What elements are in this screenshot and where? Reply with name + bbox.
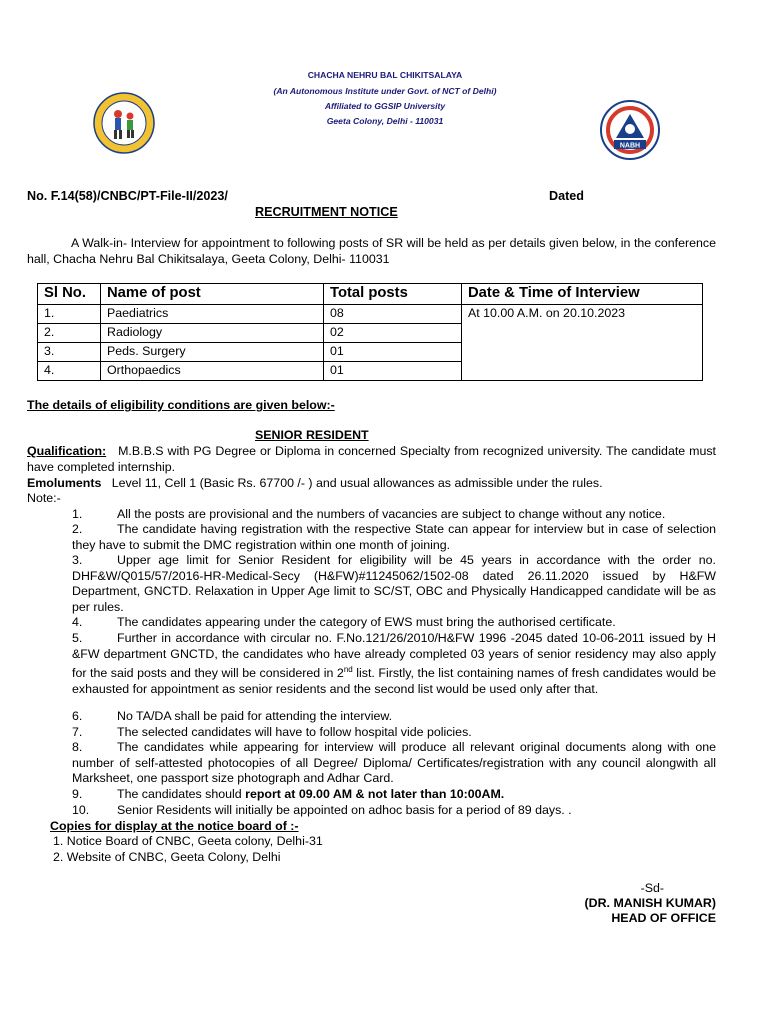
table-cell-sl: 4. [38, 362, 101, 381]
note-number: 8. [72, 740, 83, 754]
signature-name: (DR. MANISH KUMAR) [584, 896, 716, 910]
note-text-a: Further in accordance with circular no. F.No.121/26/2010/H&FW 1996 -2045 dated 10-06-2011 issued by H &FW department GNCTD, the candidates who have already completed 03 years of senior residency may also apply for the said posts and they will be considered in 2 [72, 631, 716, 681]
note-number: 3. [72, 553, 83, 567]
note-number: 10. [72, 803, 90, 817]
copies-item-1: 1. Notice Board of CNBC, Geeta colony, Delhi-31 [53, 834, 323, 848]
qualification-paragraph [27, 444, 716, 475]
note-number: 9. [72, 787, 83, 801]
table-header-post: Name of post [101, 284, 324, 305]
nabh-logo-text: NABH [619, 142, 641, 150]
note-item-9 [72, 787, 716, 803]
note-item-3 [72, 553, 716, 615]
note-number: 6. [72, 709, 83, 723]
note-number: 4. [72, 615, 83, 629]
note-item-2 [72, 522, 716, 553]
note-label: Note:- [27, 491, 61, 505]
note-text: The selected candidates will have to follow hospital vide policies. [117, 725, 472, 739]
table-cell-post: Radiology [101, 324, 324, 343]
org-name: CHACHA NEHRU BAL CHIKITSALAYA [307, 70, 463, 80]
note-item-5 [72, 631, 716, 698]
note-text-bold: report at 09.00 AM & not later than 10:00AM. [245, 787, 505, 801]
table-header-row [38, 284, 703, 305]
table-cell-post: Peds. Surgery [101, 343, 324, 362]
table-cell-sl: 1. [38, 305, 101, 324]
emoluments-text: Level 11, Cell 1 (Basic Rs. 67700 /- ) and usual allowances as admissible under the rules. [111, 476, 603, 490]
note-text-b: list. Firstly, the list containing names of fresh candidates would be exhausted for appointment as senior residents and the second list would be used only after that. [72, 666, 716, 696]
note-item-10 [72, 803, 716, 819]
emoluments-paragraph [27, 476, 716, 492]
table-cell-post: Orthopaedics [101, 362, 324, 381]
table-header-interview: Date & Time of Interview [462, 284, 703, 305]
note-text-a: The candidates should [117, 787, 246, 801]
note-number: 1. [72, 507, 83, 521]
emoluments-label: Emoluments [27, 476, 102, 490]
nabh-logo [600, 100, 660, 160]
table-row [38, 305, 703, 324]
qualification-text: M.B.B.S with PG Degree or Diploma in concerned Specialty from recognized university. The candidate must have completed internship. [27, 444, 717, 474]
note-item-4 [72, 615, 716, 631]
note-number: 5. [72, 631, 83, 645]
table-header-total: Total posts [324, 284, 462, 305]
signature-designation: HEAD OF OFFICE [611, 911, 716, 925]
table-cell-interview: At 10.00 A.M. on 20.10.2023 [462, 305, 703, 381]
table-cell-sl: 3. [38, 343, 101, 362]
note-superscript: nd [343, 665, 353, 675]
note-item-8 [72, 740, 716, 787]
note-text: The candidates while appearing for interview will produce all relevant original documents along with one number of self-attested photocopies of all Degree/ Diploma/ Certificates/registration with any council alongwith all Marksheet, one passport size photograph and Adhar Card. [72, 740, 716, 786]
qualification-label: Qualification: [27, 444, 107, 458]
table-cell-post: Paediatrics [101, 305, 324, 324]
note-text: All the posts are provisional and the numbers of vacancies are subject to change without any notice. [117, 507, 666, 521]
table-cell-total: 02 [324, 324, 462, 343]
note-text: No TA/DA shall be paid for attending the interview. [117, 709, 393, 723]
org-subtitle-2: Affiliated to GGSIP University [324, 101, 446, 111]
hospital-emblem-logo [93, 92, 155, 154]
note-text: Senior Residents will initially be appointed on adhoc basis for a period of 89 days. . [117, 803, 572, 817]
note-text: Upper age limit for Senior Resident for eligibility will be 45 years in accordance with the order no. DHF&W/Q015/57/2016-HR-Medical-Secy (H&FW)#11245062/1502-08 dated 26.11.2020 issued by H&FW Department, GNCTD. Relaxation in Upper Age limit to SC/ST, OBC and Physically Handicapped candidate will be as per rules. [72, 553, 716, 614]
table-cell-sl: 2. [38, 324, 101, 343]
reference-number: No. F.14(58)/CNBC/PT-File-II/2023/ [27, 189, 228, 203]
note-text: The candidates appearing under the category of EWS must bring the authorised certificate. [117, 615, 616, 629]
signature-sd: -Sd- [640, 881, 664, 895]
senior-resident-heading: SENIOR RESIDENT [255, 428, 369, 442]
note-item-7 [72, 725, 716, 741]
table-cell-total: 08 [324, 305, 462, 324]
table-cell-total: 01 [324, 362, 462, 381]
note-item-1 [72, 507, 716, 523]
dated-label: Dated [549, 189, 584, 203]
note-number: 2. [72, 522, 83, 536]
eligibility-heading: The details of eligibility conditions are given below:- [27, 398, 335, 412]
note-number: 7. [72, 725, 83, 739]
note-text: The candidate having registration with the respective State can appear for interview but in case of selection they have to submit the DMC registration within one month of joining. [72, 522, 716, 552]
copies-heading: Copies for display at the notice board of :- [50, 819, 299, 833]
notice-title: RECRUITMENT NOTICE [255, 205, 398, 219]
copies-item-2: 2. Website of CNBC, Geeta Colony, Delhi [53, 850, 281, 864]
org-subtitle-1: (An Autonomous Institute under Govt. of NCT of Delhi) [273, 86, 497, 96]
intro-paragraph: A Walk-in- Interview for appointment to following posts of SR will be held as per details given below, in the conference hall, Chacha Nehru Bal Chikitsalaya, Geeta Colony, Delhi- 110031 [27, 236, 716, 266]
posts-table [37, 283, 703, 381]
table-header-sl: Sl No. [38, 284, 101, 305]
org-address: Geeta Colony, Delhi - 110031 [326, 116, 444, 126]
table-cell-total: 01 [324, 343, 462, 362]
note-item-6 [72, 709, 716, 725]
